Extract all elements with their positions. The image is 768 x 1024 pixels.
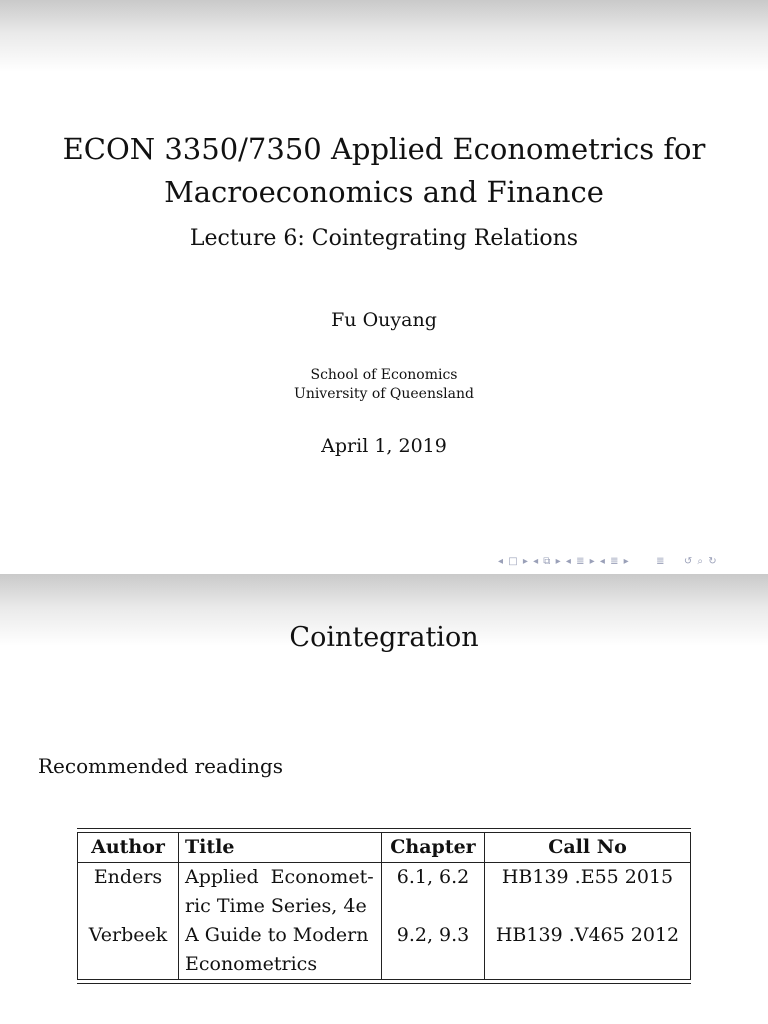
cell-author: Enders: [78, 863, 179, 922]
cell-chapter: 6.1, 6.2: [382, 863, 485, 922]
subsection-forward-icon[interactable]: ▸: [555, 556, 562, 567]
cell-call-no: HB139 .V465 2012: [485, 921, 691, 980]
cell-title-line-2: ric Time Series, 4e: [185, 895, 367, 917]
frame-icon[interactable]: □: [508, 556, 519, 567]
frame-back-icon[interactable]: ◂: [498, 556, 505, 567]
table-row: [78, 863, 691, 922]
part-forward-icon[interactable]: ▸: [623, 556, 630, 567]
title-line-1: ECON 3350/7350 Applied Econometrics for: [62, 132, 706, 166]
frame-title: Cointegration: [289, 622, 479, 653]
institution-line-1: School of Economics: [310, 367, 458, 383]
header-gradient-bar: [0, 0, 768, 72]
subsection-icon[interactable]: ⧉: [543, 556, 552, 567]
cell-title-line-2: Econometrics: [185, 953, 318, 975]
subsection-back-icon[interactable]: ◂: [533, 556, 540, 567]
title-line-2: Macroeconomics and Finance: [164, 175, 604, 209]
part-icon[interactable]: ≣: [610, 556, 620, 567]
cell-title-line-1: A Guide to Modern: [185, 924, 369, 946]
slide-title: [0, 128, 768, 214]
institution: [0, 366, 768, 404]
section-back-icon[interactable]: ◂: [565, 556, 572, 567]
readings-table: [77, 832, 691, 980]
beamer-navigation-bar: [498, 556, 718, 570]
list-icon[interactable]: ≣: [656, 556, 666, 567]
back-icon[interactable]: ↺: [683, 556, 694, 567]
institution-line-2: University of Queensland: [294, 386, 474, 402]
recommended-readings-label: Recommended readings: [38, 754, 284, 778]
cell-chapter: 9.2, 9.3: [382, 921, 485, 980]
header-title: Title: [179, 833, 382, 863]
content-slide: [0, 574, 768, 1024]
search-icon[interactable]: ⌕: [697, 556, 705, 567]
lecture-date: April 1, 2019: [321, 435, 447, 457]
author-name: Fu Ouyang: [331, 309, 437, 331]
cell-title-line-1: Applied Economet-: [185, 866, 374, 888]
section-forward-icon[interactable]: ▸: [589, 556, 596, 567]
header-chapter: Chapter: [382, 833, 485, 863]
cell-title: [179, 921, 382, 980]
forward-icon[interactable]: ↻: [708, 556, 718, 567]
cell-call-no: HB139 .E55 2015: [485, 863, 691, 922]
table-row: [78, 921, 691, 980]
header-author: Author: [78, 833, 179, 863]
table-header-row: [78, 833, 691, 863]
section-icon[interactable]: ≣: [576, 556, 586, 567]
header-call-no: Call No: [485, 833, 691, 863]
cell-title: [179, 863, 382, 922]
slide-subtitle: Lecture 6: Cointegrating Relations: [189, 226, 579, 251]
frame-forward-icon[interactable]: ▸: [522, 556, 529, 567]
readings-table-wrapper: [77, 828, 691, 984]
cell-author: Verbeek: [78, 921, 179, 980]
part-back-icon[interactable]: ◂: [599, 556, 606, 567]
